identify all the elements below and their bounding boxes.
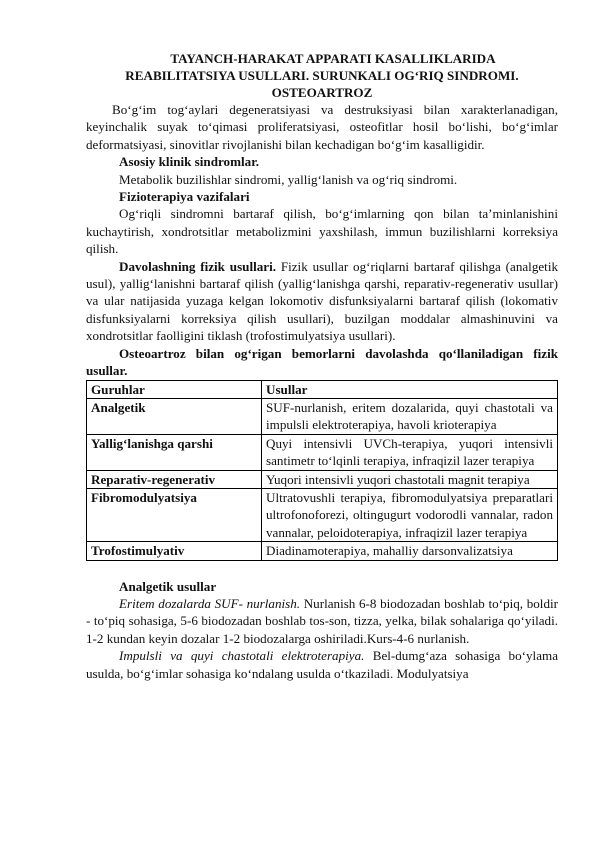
spacer <box>86 561 558 578</box>
row-methods: Yuqori intensivli yuqori chastotali magnit terapiya <box>262 470 558 488</box>
row-group: Fibromodulyatsiya <box>87 488 262 541</box>
row-methods: Ultratovushli terapiya, fibromodulyatsiya preparatlari ultrofonoforezi, oltingugurt vodorodli vannalar, radon vannalar, peloidoterapiya, infraqizil lazer terapiya <box>262 488 558 541</box>
analgesic-heading: Analgetik usullar <box>119 578 217 594</box>
methods-text: Fizik usullar og‘riqlarni bartaraf qilishga (analgetik usul), yallig‘lanishni bartaraf qilish (yallig‘lanishga qarshi, reparativ-regenerativ usullar) va ular natijasida yuzaga kelgan lokomotiv disfunksiyalarni bartaraf qilish (lokomativ disfunksiyalarni korreksiya qilish usullari), buzilgan moddalar almashinuvini va xondrotsitlar faolligini tiklash (trofostimulyatsiya usullari). <box>86 258 559 344</box>
row-methods: SUF-nurlanish, eritem dozalarida, quyi chastotali va impulsli elektroterapiya, havoli krioterapiya <box>262 398 558 434</box>
row-methods: Diadinamoterapiya, mahalliy darsonvalizatsiya <box>262 542 558 560</box>
methods-paragraph <box>86 258 558 345</box>
document-title <box>86 50 558 101</box>
analgesic-paragraph-1 <box>86 595 558 647</box>
header-groups: Guruhlar <box>87 380 262 398</box>
analgesic-paragraph-2 <box>86 647 558 682</box>
title-line-3: OSTEOARTROZ <box>271 85 373 100</box>
table-header-row <box>87 380 558 398</box>
analgesic-p1-text: Nurlanish 6-8 biodozadan boshlab to‘piq, boldir - to‘piq sohasiga, 5-6 biodozadan boshlab tos-son, tizza, yelka, bilak sohalariga qo‘yiladi. 1-2 kundan keyin dozalar 1-2 biodozalarga oshiriladi.Kurs-4-6 nurlanish. <box>86 595 558 646</box>
tasks-heading: Fizioterapiya vazifalari <box>119 189 250 205</box>
row-group: Yallig‘lanishga qarshi <box>87 434 262 470</box>
row-group: Reparativ-regenerativ <box>87 470 262 488</box>
document-page <box>86 50 558 682</box>
methods-heading: Davolashning fizik usullari. <box>119 258 276 274</box>
intro-paragraph: Bo‘g‘im tog‘aylari degeneratsiyasi va destruksiyasi bilan xarakterlanadigan, keyinchalik suyak to‘qimasi proliferatsiyasi, osteofitlar hosil bo‘lishi, bo‘g‘imlar deformatsiyasi, sinovitlar rivojlanishi bilan kechadigan bo‘g‘im kasalligidir. <box>86 102 558 152</box>
tasks-text: Og‘riqli sindromni bartaraf qilish, bo‘g‘imlarning qon bilan ta’minlanishini kuchaytirish, xondrotsitlar metabolizmini yaxshilash, immun buzilishlarni korreksiya qilish. <box>86 206 558 257</box>
row-methods: Quyi intensivli UVCh-terapiya, yuqori intensivli santimetr to‘lqinli terapiya, infraqizil lazer terapiya <box>262 434 558 470</box>
analgesic-p2-text: Bel-dumg‘aza sohasiga bo‘ylama usulda, bo‘g‘imlar sohasiga ko‘ndalang usulda o‘tkaziladi. Modulyatsiya <box>86 648 558 681</box>
methods-table <box>86 380 558 561</box>
analgesic-p1-title: Eritem dozalarda SUF- nurlanish. <box>119 595 301 611</box>
header-methods: Usullar <box>262 380 558 398</box>
table-row <box>87 470 558 488</box>
table-row <box>87 488 558 541</box>
clinical-text: Metabolik buzilishlar sindromi, yallig‘lanish va og‘riq sindromi. <box>119 171 458 187</box>
table-row <box>87 434 558 470</box>
table-row <box>87 542 558 560</box>
table-title: Osteoartroz bilan og‘rigan bemorlarni davolashda qo‘llaniladigan fizik usullar. <box>86 345 558 379</box>
row-group: Analgetik <box>87 398 262 434</box>
row-group: Trofostimulyativ <box>87 542 262 560</box>
clinical-heading: Asosiy klinik sindromlar. <box>119 154 260 170</box>
title-line-2: REABILITATSIYA USULLARI. SURUNKALI OG‘RIQ SINDROMI. <box>125 68 519 83</box>
table-row <box>87 398 558 434</box>
analgesic-p2-title: Impulsli va quyi chastotali elektroterapiya. <box>119 648 365 664</box>
title-line-1: TAYANCH-HARAKAT APPARATI KASALLIKLARIDA <box>170 51 496 66</box>
